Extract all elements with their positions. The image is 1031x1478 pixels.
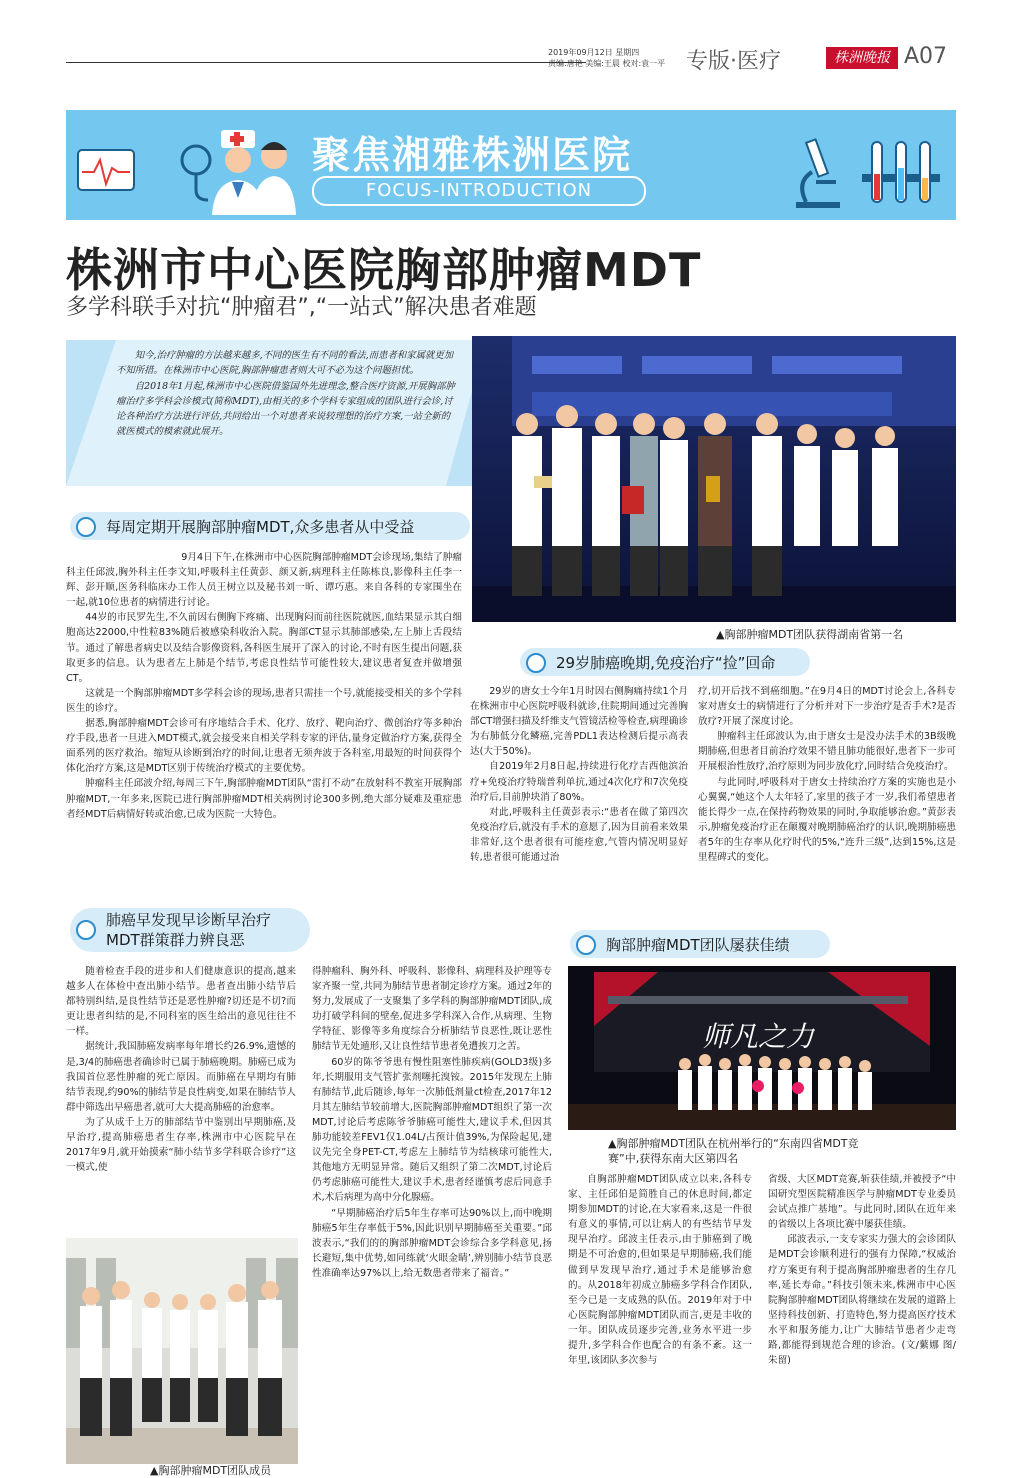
section-heading: 29岁肺癌晚期,免疫治疗“捡”回命 <box>556 654 776 672</box>
article-paragraph: 省级、大区MDT竞赛,斩获佳绩,并被授予“中国研究型医院精准医学与肿瘤MDT专业委员会试点推广基地”。与此同时,团队在近年来的省级以上各项比赛中屡获佳绩。 <box>768 1174 956 1231</box>
page-number: A07 <box>904 44 948 69</box>
article-paragraph: 自胸部肿瘤MDT团队成立以来,各科专家、主任邱伯是简胜自己的休息时间,都定期参加MDT的讨论,在大家看来,这是一件很有意义的事情,可以让病人的有些结节早发现早治疗。邱波主任表示,由于肺癌到了晚期是不可治愈的,但如果是早期肺癌,我们能做到早发现早治疗,通过手术是能够治愈的。从2018年初成立肺癌多学科合作团队,至今已是一支成熟的队伍。2019年对于中心医院胸部肿瘤MDT团队而言,更是丰收的一年。团队成员逐步完善,业务水平进一步提升,多学科合作也配合的有条不紊。这一年里,该团队多次参与 <box>568 1174 752 1367</box>
article-paragraph: 与此同时,呼吸科对于唐女士持续治疗方案的实施也是小心翼翼,“她这个人太年轻了,家里的孩子才一岁,我们希望患者能长得少一点,在保持药物效果的同时,争取能够治愈。”黄彭表示,肿瘤免疫治疗正在颠覆对晚期肺癌治疗的认识,晚期肺癌患者5年的生存率从化疗时代的5%,“连升三级”,达到15%,这是里程碑式的变化。 <box>698 776 956 864</box>
article-column <box>66 550 462 822</box>
bullet-dot-icon <box>576 935 596 955</box>
team-members-photo <box>66 1238 298 1464</box>
newspaper-logo: 株洲晚报 <box>826 47 898 69</box>
section-heading: 每周定期开展胸部肿瘤MDT,众多患者从中受益 <box>106 518 415 536</box>
team-photo-caption: ▲胸部肿瘤MDT团队成员 <box>150 1464 272 1477</box>
intro-paragraph: 自2018年1月起,株洲市中心医院借鉴国外先进理念,整合医疗资源,开展胸部肿瘤治疗多学科会诊模式(简称MDT),由相关的多个学科专家组成的团队进行会诊,讨论各种治疗方法进行评估,共同给出一个对患者来说较理想的治疗方案,一站全新的就医模式的模索就此展开。 <box>116 380 455 438</box>
article-paragraph: 对此,呼吸科主任黄彭表示:“患者在做了第四次免疫治疗后,就没有手术的意愿了,因为目前看来效果非常好,这个患者很有可能痊愈,气管内情况明显好转,患者很可能通过治 <box>470 806 688 864</box>
section-heading-line: MDT群策群力辨良恶 <box>106 931 245 949</box>
bullet-dot-icon <box>76 517 96 537</box>
article-paragraph: 得肿瘤科、胸外科、呼吸科、影像科、病理科及护理等专家齐聚一堂,共同为肺结节患者制定诊疗方案。通过2年的努力,发展成了一支聚集了多学科的胸部肿瘤MDT团队,成功打破学科间的壁垒,促进多学科深入合作,从病理、生物学特征、影像等多角度综合分析肺结节良恶性,既让恶性肺结节无处遁形,又让良性结节患者免遭挨刀之苦。 <box>312 966 552 1053</box>
article-paragraph: 29岁的唐女士今年1月时因右侧胸痛持续1个月在株洲市中心医院呼吸科就诊,住院期间通过完善胸部CT增强扫描及纤维支气管镜活检等检查,病理确诊为右肺低分化鳞癌,完善PDL1表达检测后提示高表达(大于50%)。 <box>470 686 688 758</box>
article-paragraph: 60岁的陈爷爷患有慢性阻塞性肺疾病(GOLD3级)多年,长期服用支气管扩张剂噻托溴铵。2015年发现左上肺有肺结节,此后随诊,每年一次肺低剂量ct检查,2017年12月其左肺结节较前增大,医院胸部肿瘤MDT组织了第一次MDT,讨论后考虑陈爷爷肺癌可能性大,建议手术,但因其肺功能较差FEV1仅1.04L/占预计值39%,为保险起见,建议先完全身PET-CT,考虑左上肺结节为结核球可能性大,其他地方无明显异常。随后又组织了第二次MDT,讨论后仍考虑肺癌可能性大,建议手术,患者经谨慎考虑后同意手术,术后病理为高中分化腺癌。 <box>312 1056 552 1204</box>
article-column <box>568 1172 752 1368</box>
intro-text <box>116 348 456 440</box>
award-team-photo <box>472 336 956 622</box>
award-photo-caption: ▲胸部肿瘤MDT团队获得湖南省第一名 <box>716 628 904 641</box>
banner-title: 聚焦湘雅株洲医院 <box>312 133 633 177</box>
article-column <box>66 964 296 1175</box>
article-paragraph: 随着检查手段的进步和人们健康意识的提高,越来越多人在体检中查出肺小结节。患者查出肺小结节后都特别纠结,是良性结节还是恶性肿瘤?切还是不切?而更让患者纠结的是,不同科室的医生给出的意见往往不一样。 <box>66 966 296 1038</box>
doctors-illustration-icon <box>176 120 296 215</box>
masthead-editors: 责编:唐艳 美编:王晨 校对:袁一平 <box>548 59 666 68</box>
competition-stage-photo <box>568 966 956 1130</box>
test-tubes-icon <box>856 128 946 214</box>
intro-paragraph: 知今,治疗肿瘤的方法越来越多,不同的医生有不同的看法,而患者和家属就更加不知所措。在株洲市中心医院,胸部肿瘤患者则大可不必为这个问题担忧。 <box>116 350 454 377</box>
feature-banner <box>66 110 956 220</box>
section-heading: 胸部肿瘤MDT团队屡获佳绩 <box>606 936 790 954</box>
competition-photo-caption <box>608 1136 859 1166</box>
caption-line: ▲胸部肿瘤MDT团队在杭州举行的“东南四省MDT竞 <box>608 1137 859 1150</box>
section-heading-line: 肺癌早发现早诊断早治疗 <box>106 911 272 929</box>
article-paragraph: 疗,切开后找不到癌细胞。”在9月4日的MDT讨论会上,各科专家对唐女士的病情进行了分析并对下一步治疗是否手术?是否放疗?开展了深度讨论。 <box>698 686 956 728</box>
article-paragraph: 肿瘤科主任邱波介绍,每周三下午,胸部肿瘤MDT团队“雷打不动”在放射科不教室开展胸部肿瘤MDT,一年多来,医院已进行胸部肿瘤MDT相关病例讨论300多例,绝大部分疑难及重症患者经MDT后病情好转或治愈,已成为医院一大特色。 <box>66 778 462 820</box>
article-headline: 株洲市中心医院胸部肿瘤MDT <box>66 243 702 297</box>
stage-banner-text: 师凡之力 <box>701 1020 815 1053</box>
article-paragraph: 为了从成千上万的肺部结节中鉴别出早期肺癌,及早治疗,提高肺癌患者生存率,株洲市中心医院早在2017年9月,就开始摸索“肺小结节多学科联合诊疗”这一模式,使 <box>66 1116 296 1174</box>
article-paragraph: 9月4日下午,在株洲市中心医院胸部肿瘤MDT会诊现场,集结了肿瘤科主任邱波,胸外科主任李文知,呼吸科主任黄彭、颜又新,病理科主任陈栋良,影像科主任李一辉、彭开顺,医务科临床办工作人员王树立以及秘书刘一昕、谭巧惠。来自各科的专家围坐在一起,就10位患者的病情进行讨论。 <box>66 552 462 609</box>
article-paragraph: 这就是一个胸部肿瘤MDT多学科会诊的现场,患者只需挂一个号,就能接受相关的多个学科医生的诊疗。 <box>66 687 462 714</box>
section-header <box>70 908 310 952</box>
section-header <box>70 512 470 540</box>
microscope-icon <box>786 132 846 212</box>
article-paragraph: “早期肺癌治疗后5年生存率可达90%以上,而中晚期肺癌5年生存率低于5%,因此识别早期肺癌至关重要。”邱波表示,“我们的的胸部肿瘤MDT会诊综合多学科意见,扬长避短,集中优势,如同练就‘火眼金睛’,辨别肺小结节良恶性准确率达97%以上,给无数患者带来了福音。” <box>312 1207 552 1279</box>
heartbeat-monitor-icon <box>76 140 136 200</box>
bullet-dot-icon <box>526 653 546 673</box>
article-paragraph: 肿瘤科主任邱波认为,由于唐女士是没办法手术的3B级晚期肺癌,但患者目前治疗效果不错且肺功能很好,患者下一步可开展根治性放疗,治疗原则为同步放化疗,同时结合免疫治疗。 <box>698 731 956 773</box>
caption-line: 赛”中,获得东南大区第四名 <box>608 1152 739 1165</box>
article-column <box>768 1172 956 1368</box>
article-paragraph: 据统计,我国肺癌发病率每年增长约26.9%,遗憾的是,3/4的肺癌患者确诊时已属于肺癌晚期。肺癌已成为我国首位恶性肿瘤的死亡原因。而肺癌在早期均有肺结节表现,约90%的肺结节是良性病变,如果在肺结节人群中筛选出早癌患者,就可大大提高肺癌的治愈率。 <box>66 1041 296 1113</box>
article-paragraph: 44岁的市民罗先生,不久前因右侧胸下疼痛、出现胸闷而前往医院就医,血结果显示其白细胞高达22000,中性粒83%随后被感染科收治入院。胸部CT显示其肺部感染,左上肺上舌段结节。通过了解患者病史以及结合影像资料,各科医生展开了深入的讨论,不时有医生提出问题,获取更多的信息。认为患者左上肺是个结节,考虑良性结节可能性较大,建议患者复查并做增强CT。 <box>66 612 462 684</box>
section-header <box>520 648 810 676</box>
article-paragraph: 自2019年2月8日起,持续进行化疗吉西他滨治疗+免疫治疗特瑞普利单抗,通过4次化疗和7次免疫治疗后,目前肿块消了80%。 <box>470 761 688 803</box>
bullet-dot-icon <box>76 920 96 940</box>
section-title: 专版·医疗 <box>686 49 781 74</box>
section-heading <box>106 910 271 950</box>
article-subheadline: 多学科联手对抗“肿瘤君”,“一站式”解决患者难题 <box>66 295 537 320</box>
masthead-rule <box>66 62 586 63</box>
article-paragraph: 据悉,胸部肿瘤MDT会诊可有序地结合手术、化疗、放疗、靶向治疗、微创治疗等多种治疗手段,患者一旦进入MDT模式,就会接受来自相关学科专家的评估,量身定做治疗方案,获得全面系列的医疗救治。缩短从诊断到治疗的时间,让患者无须奔波于各科室,用最短的时间获得个体化治疗方案,这是MDT区别于传统治疗模式的主要优势。 <box>66 718 462 775</box>
banner-subtitle: FOCUS-INTRODUCTION <box>312 176 646 206</box>
section-header <box>570 930 830 958</box>
article-column <box>698 684 956 865</box>
masthead-date: 2019年09月12日 星期四 <box>548 48 640 57</box>
article-paragraph: 邱波表示,一支专家实力强大的会诊团队是MDT会诊顺利进行的强有力保障,“权威治疗方案更有利于提高胸部肿瘤患者的生存几率,延长寿命。”科技引领未来,株洲市中心医院胸部肿瘤MDT团队将继续在发展的道路上坚持科技创新、打造特色,努力提高医疗技术水平和服务能力,让广大肺结节患者少走弯路,都能得到规范合理的诊治。(文/蘩娜 图/朱留) <box>768 1234 956 1367</box>
article-column <box>470 684 688 865</box>
article-column <box>312 964 552 1281</box>
